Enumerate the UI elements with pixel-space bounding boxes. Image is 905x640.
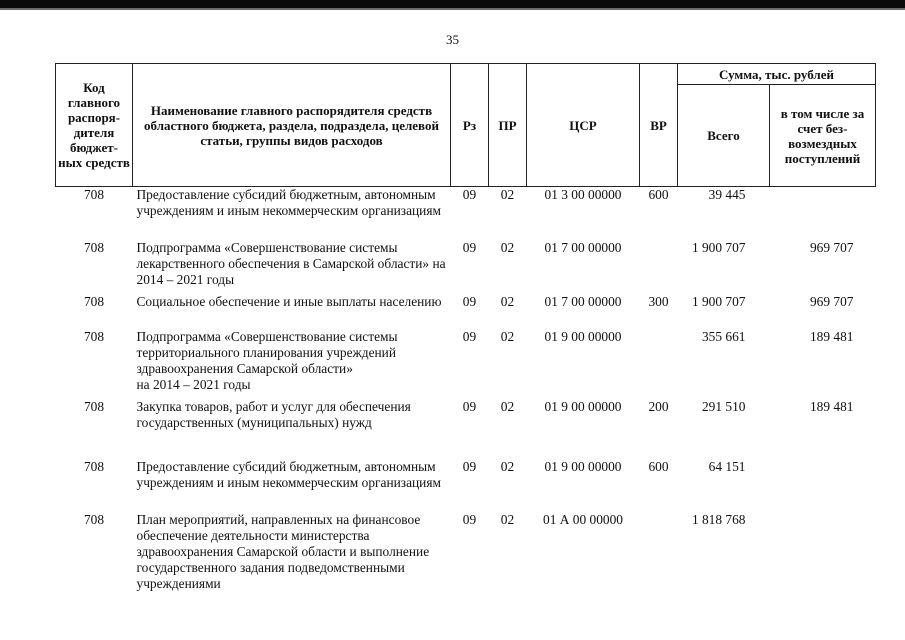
- cell-gratuitous: [770, 512, 876, 602]
- cell-vr: [640, 512, 678, 602]
- cell-gratuitous: 189 481: [809, 328, 854, 344]
- cell-rz: 09: [462, 398, 477, 414]
- cell-name: Социальное обеспечение и иные выплаты населению: [136, 293, 442, 309]
- cell-vr: 300: [648, 293, 669, 309]
- header-total: Всего: [678, 85, 770, 187]
- cell-code: 708: [83, 239, 105, 255]
- cell-name: Подпрограмма «Совершенствование системы лекарственного обеспечения в Самарской области» на 2014 – 2021 годы: [136, 239, 446, 287]
- cell-gratuitous: 969 707: [809, 239, 854, 255]
- cell-csr: 01 3 00 00000: [544, 187, 622, 202]
- cell-csr: 01 7 00 00000: [544, 293, 622, 309]
- header-pr: ПР: [489, 64, 527, 187]
- cell-rz: 09: [462, 511, 477, 527]
- cell-gratuitous: [770, 187, 876, 240]
- cell-code: 708: [83, 511, 105, 527]
- cell-code: 708: [83, 293, 105, 309]
- cell-csr: 01 9 00 00000: [544, 398, 622, 414]
- cell-vr: 600: [648, 458, 669, 474]
- header-rz: Рз: [451, 64, 489, 187]
- table-row: [56, 459, 876, 512]
- table-row: [56, 399, 876, 459]
- cell-vr: 600: [648, 187, 669, 202]
- cell-name: Подпрограмма «Совершенствование системы территориального планирования учреждений здравоохранения Самарской области» на 2014 – 2021 годы: [136, 328, 398, 392]
- budget-table: [55, 63, 876, 602]
- header-vr: ВР: [640, 64, 678, 187]
- page-number: 35: [446, 32, 459, 47]
- cell-vr: 200: [648, 398, 669, 414]
- cell-total: 1 900 707: [691, 293, 746, 309]
- cell-total: 39 445: [708, 187, 746, 202]
- cell-pr: 02: [500, 293, 515, 309]
- cell-csr: 01 А 00 00000: [543, 511, 623, 527]
- cell-rz: 09: [462, 458, 477, 474]
- cell-rz: 09: [462, 328, 477, 344]
- table-body: [56, 187, 876, 602]
- table-header: [56, 64, 876, 187]
- cell-vr: [640, 240, 678, 294]
- cell-total: 1 900 707: [691, 239, 746, 255]
- cell-pr: 02: [500, 511, 515, 527]
- cell-code: 708: [83, 328, 105, 344]
- cell-vr: [640, 329, 678, 399]
- header-code: Код главного распоря-дителя бюджет-ных средств: [56, 64, 133, 187]
- table-row: [56, 294, 876, 329]
- cell-csr: 01 9 00 00000: [544, 328, 622, 344]
- cell-code: 708: [83, 398, 105, 414]
- cell-total: 355 661: [701, 328, 746, 344]
- scan-top-border-shadow: [0, 8, 905, 10]
- cell-pr: 02: [500, 398, 515, 414]
- cell-rz: 09: [462, 239, 477, 255]
- header-sum: Сумма, тыс. рублей: [678, 64, 876, 85]
- cell-name: Закупка товаров, работ и услуг для обеспечения государственных (муниципальных) нужд: [136, 398, 411, 430]
- cell-rz: 09: [462, 187, 477, 202]
- header-name: Наименование главного распорядителя средств областного бюджета, раздела, подраздела, целевой статьи, группы видов расходов: [133, 64, 451, 187]
- cell-csr: 01 7 00 00000: [544, 239, 622, 255]
- cell-code: 708: [83, 187, 105, 202]
- cell-name: Предоставление субсидий бюджетным, автономным учреждениям и иным некоммерческим организациям: [136, 458, 441, 490]
- cell-name: План мероприятий, направленных на финансовое обеспечение деятельности министерства здравоохранения Самарской области и выполнение государственного задания подведомственными учреждениями: [136, 511, 430, 591]
- header-csr: ЦСР: [527, 64, 640, 187]
- table-row: [56, 329, 876, 399]
- cell-total: 291 510: [701, 398, 746, 414]
- cell-rz: 09: [462, 293, 477, 309]
- scan-top-border: [0, 0, 905, 8]
- table-row: [56, 512, 876, 602]
- cell-gratuitous: 969 707: [809, 293, 854, 309]
- table-row: [56, 240, 876, 294]
- cell-pr: 02: [500, 458, 515, 474]
- cell-pr: 02: [500, 328, 515, 344]
- cell-gratuitous: [770, 459, 876, 512]
- cell-csr: 01 9 00 00000: [544, 458, 622, 474]
- cell-total: 64 151: [708, 458, 746, 474]
- cell-code: 708: [83, 458, 105, 474]
- cell-pr: 02: [500, 187, 515, 202]
- cell-total: 1 818 768: [691, 511, 746, 527]
- table-row: [56, 187, 876, 240]
- cell-pr: 02: [500, 239, 515, 255]
- header-gratuitous: в том числе за счет без-возмездных поступлений: [770, 85, 876, 187]
- cell-name: Предоставление субсидий бюджетным, автономным учреждениям и иным некоммерческим организациям: [136, 187, 441, 218]
- cell-gratuitous: 189 481: [809, 398, 854, 414]
